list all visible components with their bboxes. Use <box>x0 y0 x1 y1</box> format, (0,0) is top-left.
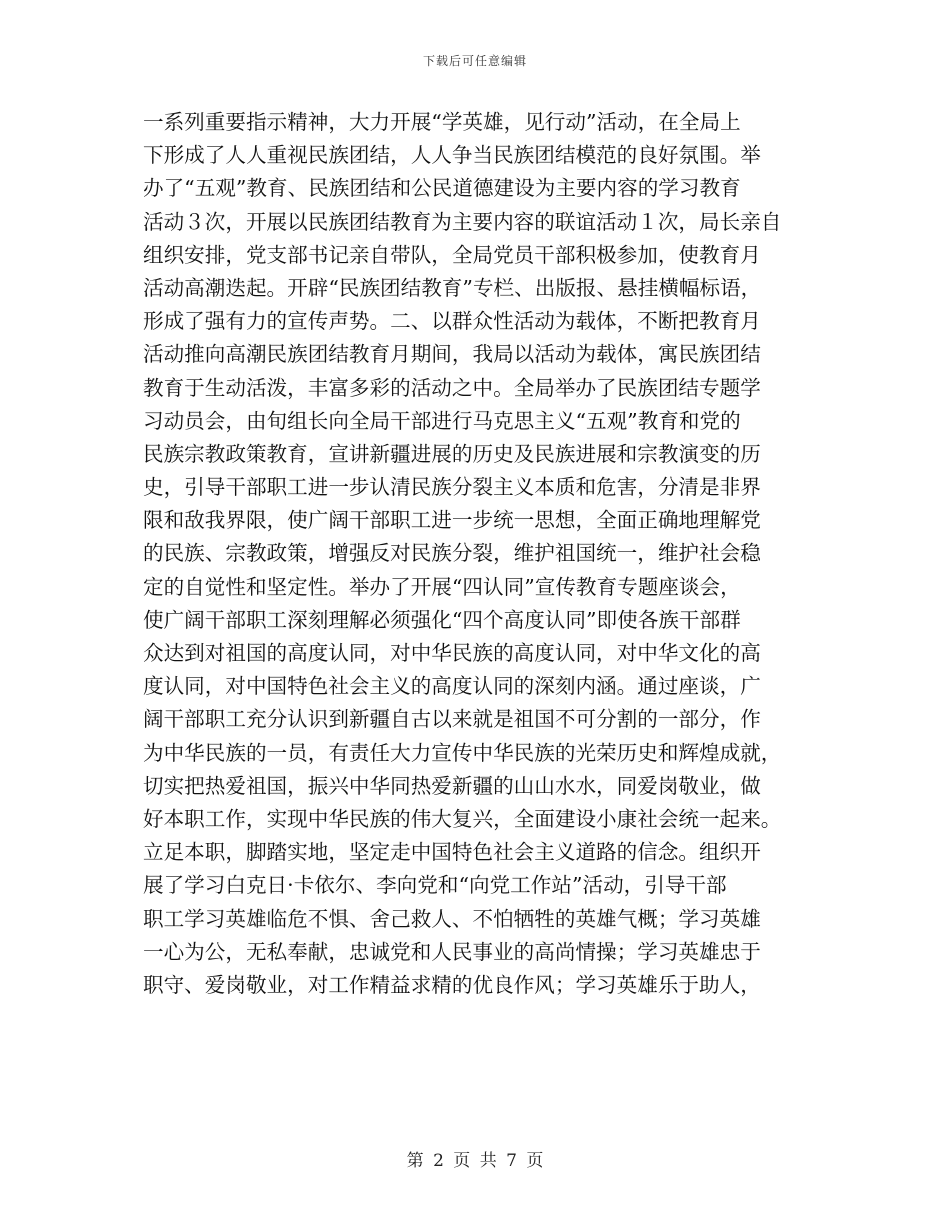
body-line-19: 阔干部职工充分认识到新疆自古以来就是祖国不可分割的一部分，作 <box>143 707 761 732</box>
body-line-23: 立足本职，脚踏实地，坚定走中国特色社会主义道路的信念。组织开 <box>143 840 761 865</box>
body-line-2: 下形成了人人重视民族团结，人人争当民族团结模范的良好氛围。举 <box>143 143 761 168</box>
body-line-9: 教育于生动活泼，丰富多彩的活动之中。全局举办了民族团结专题学 <box>143 375 761 400</box>
body-line-21: 切实把热爱祖国，振兴中华同热爱新疆的山山水水，同爱岗敬业，做 <box>143 773 761 798</box>
body-line-22: 好本职工作，实现中华民族的伟大复兴，全面建设小康社会统一起来。 <box>143 806 782 831</box>
body-line-4: 活动３次，开展以民族团结教育为主要内容的联谊活动１次，局长亲自 <box>143 209 782 234</box>
body-line-14: 的民族、宗教政策，增强反对民族分裂，维护祖国统一，维护社会稳 <box>143 541 761 566</box>
body-line-10: 习动员会，由旬组长向全局干部进行马克思主义“五观”教育和党的 <box>143 408 741 433</box>
body-line-7: 形成了强有力的宣传声势。二、以群众性活动为载体，不断把教育月 <box>143 309 761 334</box>
body-line-12: 史，引导干部职工进一步认清民族分裂主义本质和危害，分清是非界 <box>143 475 761 500</box>
body-line-18: 度认同，对中国特色社会主义的高度认同的深刻内涵。通过座谈，广 <box>143 674 761 699</box>
body-line-11: 民族宗教政策教育，宣讲新疆进展的历史及民族进展和宗教演变的历 <box>143 441 761 466</box>
body-line-3: 办了“五观”教育、民族团结和公民道德建设为主要内容的学习教育 <box>143 176 741 201</box>
body-line-6: 活动高潮迭起。开辟“民族团结教育”专栏、出版报、悬挂横幅标语， <box>143 275 762 300</box>
page-number: 第 2 页 共 7 页 <box>406 1151 544 1171</box>
body-line-13: 限和敌我界限，使广阔干部职工进一步统一思想，全面正确地理解党 <box>143 508 761 533</box>
body-line-15: 定的自觉性和坚定性。举办了开展“四认同”宣传教育专题座谈会， <box>143 574 741 599</box>
body-line-20: 为中华民族的一员，有责任大力宣传中华民族的光荣历史和辉煌成就， <box>143 740 782 765</box>
body-line-16: 使广阔干部职工深刻理解必须强化“四个高度认同”即使各族干部群 <box>143 607 741 632</box>
body-line-8: 活动推向高潮民族团结教育月期间，我局以活动为载体，寓民族团结 <box>143 342 761 367</box>
body-line-1: 一系列重要指示精神，大力开展“学英雄，见行动”活动，在全局上 <box>143 110 741 134</box>
body-line-27: 职守、爱岗敬业，对工作精益求精的优良作风；学习英雄乐于助人， <box>143 972 761 997</box>
body-line-25: 职工学习英雄临危不惧、舍己救人、不怕牺牲的英雄气概；学习英雄 <box>143 906 761 931</box>
document-body <box>143 106 813 1002</box>
body-line-26: 一心为公，无私奉献，忠诚党和人民事业的高尚情操；学习英雄忠于 <box>143 939 761 964</box>
page-header-note: 下载后可任意编辑 <box>422 54 527 68</box>
body-line-5: 组织安排，党支部书记亲自带队，全局党员干部积极参加，使教育月 <box>143 242 761 267</box>
body-line-24: 展了学习白克日·卡依尔、李向党和“向党工作站”活动，引导干部 <box>143 873 727 898</box>
body-line-17: 众达到对祖国的高度认同，对中华民族的高度认同，对中华文化的高 <box>143 641 761 665</box>
